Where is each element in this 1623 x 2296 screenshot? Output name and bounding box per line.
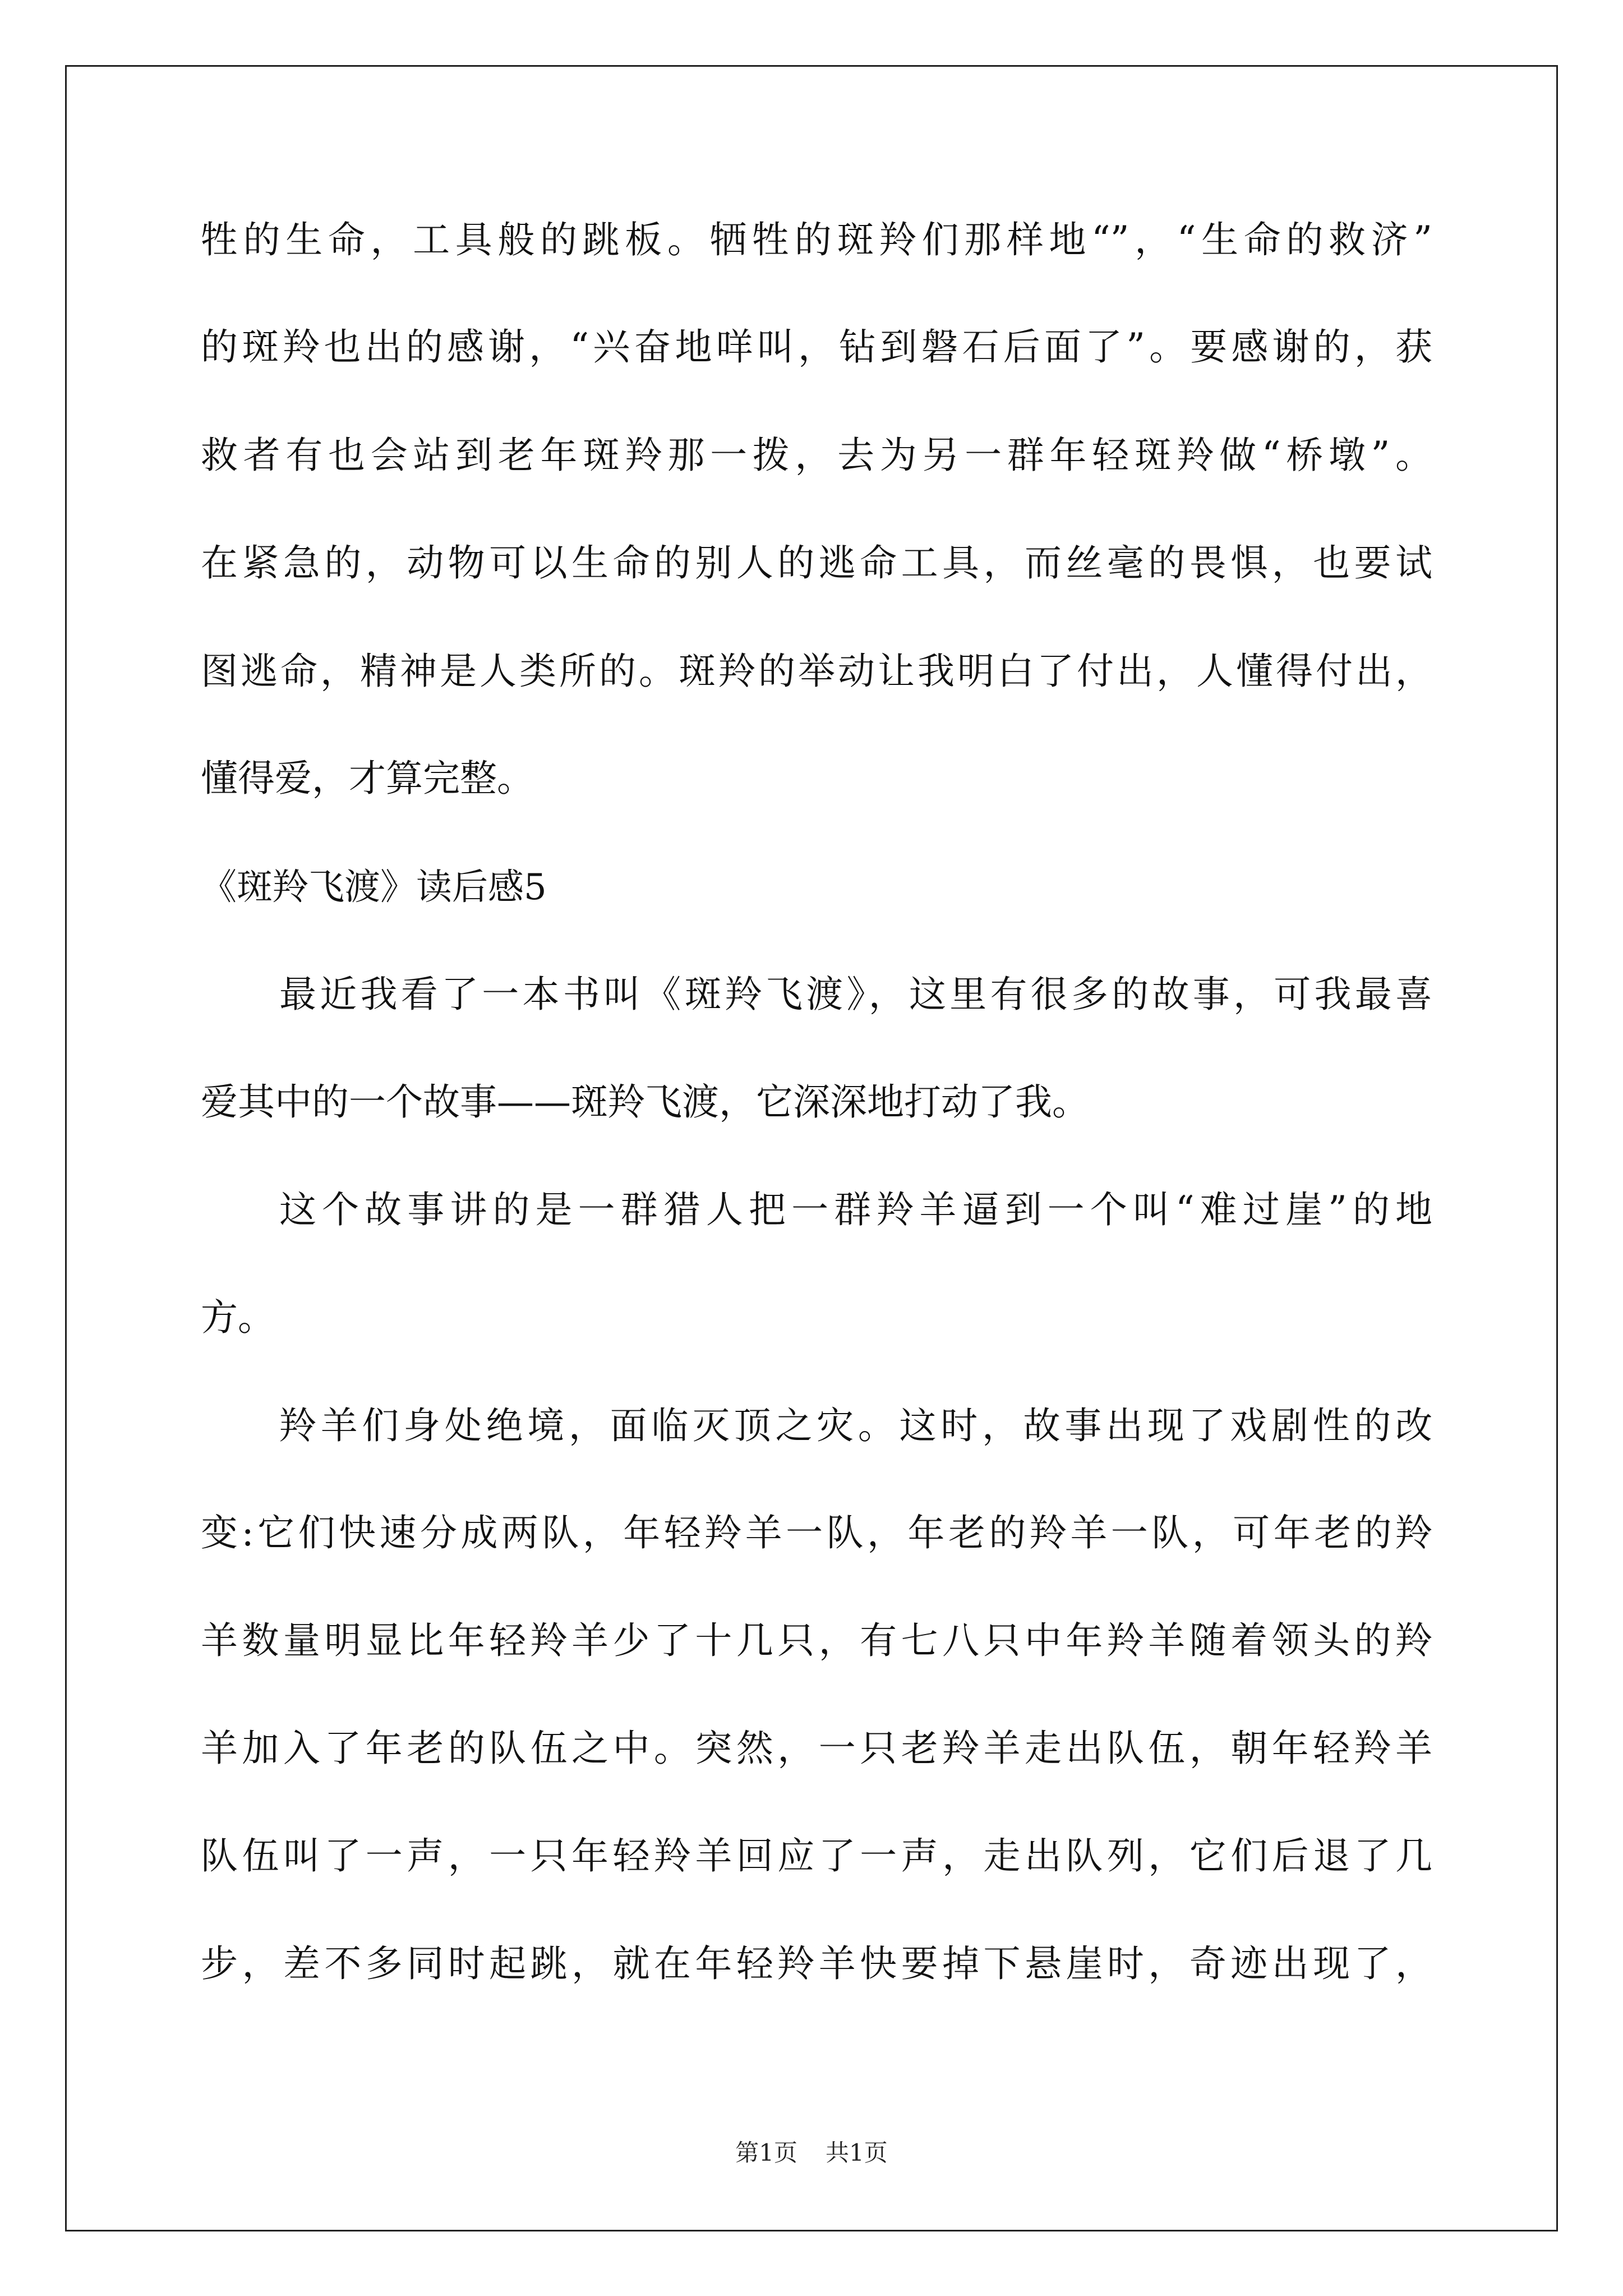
paragraph-line: 变:它们快速分成两队，年轻羚羊一队，年老的羚羊一队，可年老的羚 [201, 1511, 1432, 1554]
paragraph-line: 步，差不多同时起跳，就在年轻羚羊快要掉下悬崖时，奇迹出现了， [201, 1942, 1432, 1985]
paragraph-line: 最近我看了一本书叫《斑羚飞渡》，这里有很多的故事，可我最喜 [279, 973, 1432, 1016]
paragraph-line: 队伍叫了一声，一只年轻羚羊回应了一声，走出队列，它们后退了几 [201, 1834, 1432, 1878]
body-line: 的斑羚也出的感谢，“兴奋地咩叫，钻到磐石后面了”。要感谢的，获 [201, 325, 1432, 369]
page-number: 第1页 [735, 2139, 797, 2166]
page-footer [0, 2134, 1623, 2168]
page-total: 共1页 [826, 2139, 888, 2166]
paragraph-line: 羚羊们身处绝境，面临灭顶之灾。这时，故事出现了戏剧性的改 [279, 1404, 1432, 1447]
paragraph-line: 羊数量明显比年轻羚羊少了十几只，有七八只中年羚羊随着领头的羚 [201, 1619, 1432, 1662]
paragraph-line: 爱其中的一个故事——斑羚飞渡，它深深地打动了我。 [201, 1080, 1089, 1124]
paragraph-line: 这个故事讲的是一群猎人把一群羚羊逼到一个叫“难过崖”的地 [279, 1188, 1432, 1231]
body-line: 懂得爱，才算完整。 [201, 757, 534, 800]
body-line: 牲的生命，工具般的跳板。牺牲的斑羚们那样地“”，“生命的救济” [201, 218, 1432, 261]
body-line: 救者有也会站到老年斑羚那一拨，去为另一群年轻斑羚做“桥墩”。 [201, 434, 1432, 477]
page-border [65, 65, 1558, 2231]
paragraph-line: 羊加入了年老的队伍之中。突然，一只老羚羊走出队伍，朝年轻羚羊 [201, 1727, 1432, 1770]
paragraph-line: 方。 [201, 1296, 275, 1339]
body-line: 图逃命，精神是人类所的。斑羚的举动让我明白了付出，人懂得付出， [201, 650, 1432, 693]
section-title: 《斑羚飞渡》读后感5 [201, 867, 547, 908]
body-line: 在紧急的，动物可以生命的别人的逃命工具，而丝毫的畏惧，也要试 [201, 541, 1432, 585]
